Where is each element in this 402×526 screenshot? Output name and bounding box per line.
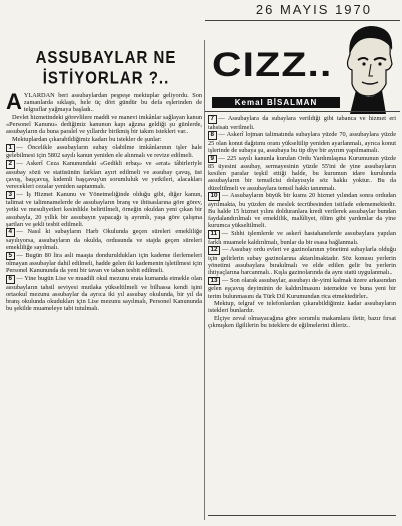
list-item: 5 — Bugün 80 lira asli maaşta donduruldukları için kademe ilerlemeleri olmayan assubaylar dahil edilmeli, hadde gelen iki kademenin işletilmesi için Personel Kanununda da yeni bir tavan ve taban tesbit edilmeli.: [6, 251, 202, 275]
byline-rule: [205, 111, 400, 112]
outro-paragraph-2: Elçiye zeval olmayacağına göre sorumlu makamlara iletir, bazır fırsat çıkmışken ilgililerin bu isteklere de eğilmelerini dileriz..: [208, 315, 396, 330]
publication-date: 26 MAYIS 1970: [255, 2, 372, 17]
item-number: 4: [6, 228, 15, 237]
list-item: 1 — Öncelikle assubayların subay olabilme imkânlarının işler hale gelebilmesi için 5802 sayılı kanun yeniden ele alınmalı ve revize edilmeli.: [6, 143, 202, 160]
intro-paragraph-3: Mektuplardan çıkarabildiğimiz kadarı bu istekler de şunlar:: [12, 136, 162, 144]
article-headline: [8, 48, 204, 89]
list-item: 8 — Askerî lojman talimatında subaylara yüzde 70, assubaylara yüzde 25 olan konut dağıtımı oranı yükseltilip yeniden ayarlanmalı, ayrıca konut işlerinde de subaya şu, assubaya bu tip diye bir ayırım yapılmamalı.: [208, 131, 396, 154]
list-item: 10 — Assubayların büyük bir kısmı 20 hizmet yılından sonra ordudan ayrılmakta, bu yüzden de meslek tecrübesinden istifade edememektedir. Bu halde 15 hizmet yılını dolduranlara kredi verilerek assubaylar bundan faydalandırılmalı ve emeklilik, malûliyet, ölüm gibi yardımlar da yine kurumca yükseltilmeli.: [208, 192, 396, 230]
list-item: 9 — 225 sayılı kanunla kurulan Ordu Yardımlaşma Kurumunun yüzde 85 üyesini assubay, sermayesinin yüzde 55'ini de yine assubayların kesilen paralar teşkil ettiği halde, bu kurumun idare kurulunda assubayların bir temsilcisi dolayısıyle söz hakkı yoktur.. Bu da düzeltilmeli ve assubaylara temsil hakkı tanınmalı.: [208, 154, 396, 192]
item-number: 7: [208, 115, 217, 124]
item-number: 2: [6, 160, 15, 169]
item-number: 12: [208, 246, 220, 255]
list-item: 13 — Son olarak assubaylar, assubayı de-yimi kalmak üzere arkasından gelen eşçavuş deyiminin de kaldırılmasını istemekte ve buna yeni bir terim bulunmasını da Türk Dil Kurumundan rica etmektedirler..: [208, 276, 396, 300]
item-number: 5: [6, 252, 15, 261]
item-number: 8: [208, 131, 217, 140]
item-number: 6: [6, 275, 15, 284]
column-brand: CIZZ..: [212, 46, 333, 84]
list-item: 2 — Askerî Ceza Kanunundaki «Gedikli erbaş» ve «erat» tâbirleriyle assubay sözü ve statüsünün farkları ayırt edilmeli ve assubay çavuş, üst çavuş, başçavuş, kıdemli başçavuş'un sorumluluk ve yetkileri, alacakları verecekleri cezalar yeniden saptanmalı.: [6, 160, 202, 190]
list-item: 11 — Sıhhi işlemlerde ve askerî hastahanelerde assubaylara yapılan farklı muamele kaldırılmalı, bunlar da bir esasa bağlanmalı.: [208, 230, 396, 246]
list-item: 6 — Yine bugün Lise ve muadili okul mezunu erata kumanda etmekle olan assubayların tahsil seviyesi mutlaka yükseltilmeli ve bilhassa kendi işini ortaokul mezunu assubaylar da ayrıca iki yıl assubay okulunda, bir yıl da branş okulunda okudukları için Lise mezunu sayılmalı, Personel Kanununda bu şekilde muameleye tabi tutulmalı.: [6, 275, 202, 313]
author-portrait: [340, 24, 396, 114]
item-number: 10: [208, 192, 220, 201]
column-divider: [204, 40, 205, 520]
item-number: 9: [208, 155, 217, 164]
intro-paragraph-1: A YLARDAN beri assubaylardan peşpeşe mektuplar geliyordu. Son zamanlarda sıklaştı, hele üç dört gündür bu defa eşlerinden de telgraflar yağmaya başladı..: [6, 89, 202, 114]
drop-cap: A: [6, 89, 22, 114]
list-item: 3 — İş Hizmet Kanunu ve Yönetmeliğinde olduğu gibi, diğer kanun, talimat ve talimnamelerde de assubayların branş ve ihtisaslarına göre görev, yetki ve mesuliyetleri kesinlikle belirtilmeli, örneğin okuldan yeni çıkan bir assubayla, 20 yıllık bir assubayın yapacağı iş ayrımlı, yaşa göre çalışma şartları ve şekli tesbit edilmeli.: [6, 190, 202, 228]
left-column: [6, 89, 202, 313]
item-number: 11: [208, 230, 220, 239]
item-number: 3: [6, 191, 15, 200]
outro-paragraph-1: Mektup, telgraf ve telefonlardan çıkarabildiğimiz kadar assubayların istekleri bunlardır.: [208, 300, 396, 315]
list-item: 4 — Nasıl ki subayların Harb Okulunda geçen süreleri emekliliğe sayılıyorsa, assubayların da okulda, ordusunda ve stajda geçen süreleri emekliliğe sayılmalı.: [6, 228, 202, 252]
list-item: 12 — Assubay ordu evleri ve gazinolarının yönetimi subaylarla olduğu için gelirlerin subay gazinolarına aktarılmaktadır. Söz konusu yerlerin yönetimi assubaylara bırakılmalı ve elde edilen gelir bu yerlerin ihtiyaçlarına harcanmalı.. Kışla gazinolarında da aynı statü uygulanmalı..: [208, 246, 396, 277]
headline-line-2: İSTİYORLAR ?..: [42, 68, 170, 89]
header-rule: [205, 20, 400, 21]
author-byline: Kemal BİSALMAN: [212, 97, 340, 108]
headline-line-1: ASSUBAYLAR NE: [35, 48, 177, 68]
item-number: 1: [6, 144, 15, 153]
list-item: 7 — Assubaylara da subaylara verildiği gibi tabanca ve hizmet eri tahsisatı verilmeli.: [208, 115, 396, 131]
item-number: 13: [208, 277, 220, 286]
article-end-rule: [208, 515, 396, 516]
intro-paragraph-2: Devlet hizmetindeki görevlilere maddi ve manevi imkânlar sağlayan kanun «Personel Kanunu» dediğimiz kanunun kapı ağzına geldiği şu günlerde, assubayların da buna paralel ve yıllardır birikmiş bir takım istekleri var..: [6, 114, 202, 136]
right-column: [208, 115, 396, 330]
